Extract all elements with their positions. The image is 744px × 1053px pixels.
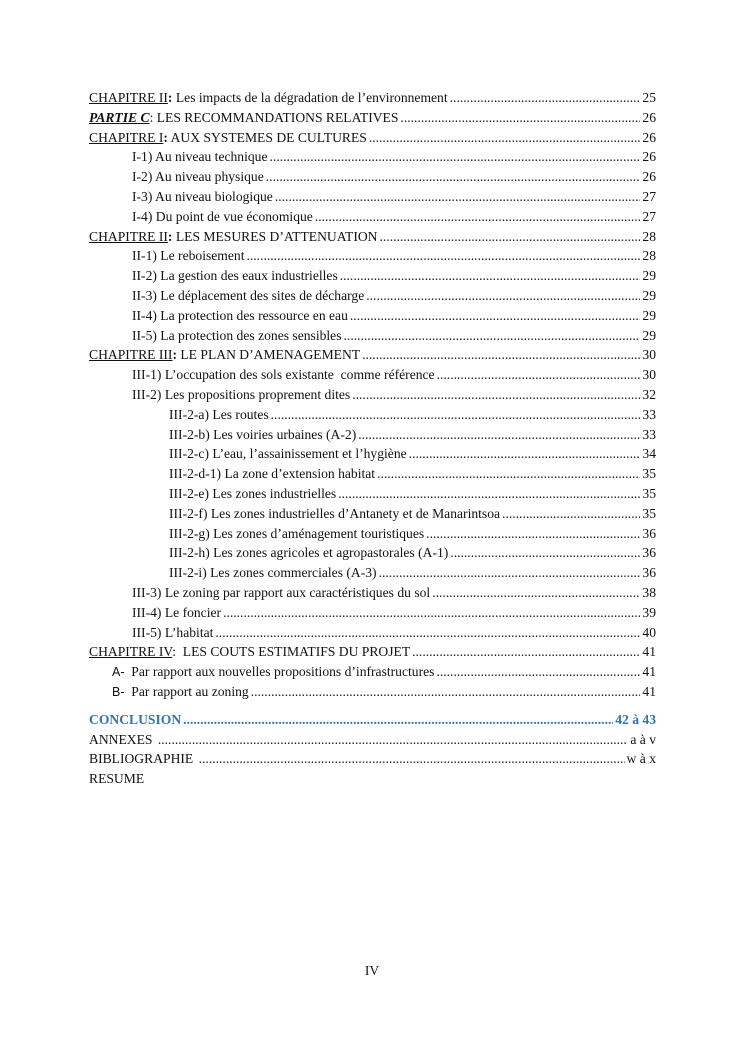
section-label: II-1) Le reboisement: [132, 248, 245, 264]
subsection-label: III-2-f) Les zones industrielles d’Antanety et de Manarintsoa: [169, 505, 501, 521]
dot-leader: [246, 246, 640, 266]
subsection-label: III-2-a) Les routes: [169, 406, 269, 422]
section-label: II-5) La protection des zones sensibles: [132, 327, 342, 343]
page-number: 33: [642, 426, 656, 442]
subsection-label: III-2-c) L’eau, l’assainissement et l’hygiène: [169, 446, 407, 462]
chapter-label: CHAPITRE II: Les impacts de la dégradation de l’environnement: [89, 90, 448, 105]
page-number: 40: [642, 624, 656, 640]
toc-entry-iii-1[interactable]: [89, 365, 656, 385]
dot-leader: [223, 603, 640, 623]
toc-entry-partie-c[interactable]: [89, 108, 656, 128]
toc-entry-ii-3[interactable]: [89, 286, 656, 306]
page-number: 27: [642, 188, 656, 204]
page-footer-number: IV: [364, 963, 380, 978]
part-label: PARTIE C: LES RECOMMANDATIONS RELATIVES: [89, 109, 399, 125]
toc-entry-b[interactable]: [89, 682, 656, 702]
dot-leader: [266, 167, 641, 187]
toc-entry-chapitre-ii-mesures[interactable]: [89, 227, 656, 247]
toc-entry-iii-2-f[interactable]: [89, 504, 656, 524]
page-number: 35: [642, 505, 656, 521]
subsection-label: III-2-b) Les voiries urbaines (A-2): [169, 426, 357, 442]
section-label: II-2) La gestion des eaux industrielles: [132, 268, 338, 284]
page-number: 34: [642, 446, 656, 462]
dot-leader: [183, 710, 613, 730]
toc-entry-i-4[interactable]: [89, 207, 656, 227]
section-label: I-2) Au niveau physique: [132, 169, 264, 185]
conclusion-label: CONCLUSION: [89, 711, 182, 727]
page-number: 26: [642, 149, 656, 165]
toc-entry-iii-2-d-1[interactable]: [89, 464, 656, 484]
page-number: 42 à 43: [615, 711, 656, 727]
list-marker: B-: [112, 684, 125, 699]
section-label: III-5) L’habitat: [132, 624, 214, 640]
toc-entry-ii-1[interactable]: [89, 246, 656, 266]
toc-entry-bibliographie[interactable]: [89, 749, 656, 769]
toc-entry-i-1[interactable]: [89, 147, 656, 167]
toc-entry-iii-4[interactable]: [89, 603, 656, 623]
toc-entry-a[interactable]: [89, 662, 656, 682]
chapter-label: CHAPITRE IV: LES COUTS ESTIMATIFS DU PROJET: [89, 644, 411, 660]
list-marker: A-: [112, 665, 125, 680]
dot-leader: [352, 385, 640, 405]
page-number: 30: [642, 367, 656, 383]
dot-leader: [409, 444, 641, 464]
toc-entry-conclusion[interactable]: [89, 710, 656, 730]
section-label: III-4) Le foncier: [132, 604, 222, 620]
dot-leader: [270, 147, 641, 167]
dot-leader: [275, 187, 641, 207]
section-label: III-1) L’occupation des sols existante comme référence: [132, 367, 435, 383]
page-number: 36: [642, 545, 656, 561]
page-number: 41: [642, 683, 656, 699]
toc-entry-iii-2-e[interactable]: [89, 484, 656, 504]
toc-entry-iii-3[interactable]: [89, 583, 656, 603]
dot-leader: [338, 484, 640, 504]
page-number: 36: [642, 525, 656, 541]
toc-entry-chapitre-ii-impacts[interactable]: [89, 88, 656, 108]
page-number: 35: [642, 466, 656, 482]
dot-leader: [502, 504, 640, 524]
toc-entry-annexes[interactable]: [89, 730, 656, 750]
toc-entry-chapitre-i[interactable]: [89, 128, 656, 148]
page-number: w à x: [626, 751, 656, 767]
toc-entry-iii-2-i[interactable]: [89, 563, 656, 583]
dot-leader: [215, 623, 640, 643]
dot-leader: [450, 543, 640, 563]
dot-leader: [426, 524, 640, 544]
dot-leader: [450, 88, 641, 108]
toc-entry-ii-2[interactable]: [89, 266, 656, 286]
toc-entry-iii-2-b[interactable]: [89, 425, 656, 445]
subsection-label: III-2-i) Les zones commerciales (A-3): [169, 565, 377, 581]
page-number: 29: [642, 327, 656, 343]
page-number: 38: [642, 584, 656, 600]
page-number: 41: [642, 664, 656, 680]
toc-entry-iii-2[interactable]: [89, 385, 656, 405]
dot-leader: [315, 207, 641, 227]
page-number: 35: [642, 485, 656, 501]
page-number: 36: [642, 565, 656, 581]
subsection-label: III-2-g) Les zones d’aménagement touristiques: [169, 525, 425, 541]
dot-leader: [412, 642, 640, 662]
page-number: 27: [642, 208, 656, 224]
section-label: I-3) Au niveau biologique: [132, 188, 273, 204]
subsection-label: III-2-h) Les zones agricoles et agropastorales (A-1): [169, 545, 449, 561]
page-number: 25: [642, 90, 656, 105]
page-number: 29: [642, 268, 656, 284]
page-number: 33: [642, 406, 656, 422]
dot-leader: [432, 583, 640, 603]
dot-leader: [369, 128, 641, 148]
toc-entry-resume[interactable]: [89, 769, 656, 789]
page-number: 26: [642, 109, 656, 125]
page-number: 28: [642, 228, 656, 244]
bibliographie-label: BIBLIOGRAPHIE: [89, 751, 197, 767]
chapter-label: CHAPITRE I: AUX SYSTEMES DE CULTURES: [89, 129, 367, 145]
dot-leader: [377, 464, 640, 484]
dot-leader: [366, 286, 640, 306]
toc-entry-chapitre-iv[interactable]: [89, 642, 656, 662]
section-label: III-2) Les propositions proprement dites: [132, 386, 351, 402]
toc-entry-iii-5[interactable]: [89, 623, 656, 643]
section-label: II-3) Le déplacement des sites de décharge: [132, 287, 365, 303]
page-number: 29: [642, 287, 656, 303]
page-number: 28: [642, 248, 656, 264]
table-of-contents: [89, 88, 656, 789]
toc-entry-ii-4[interactable]: [89, 306, 656, 326]
page-number: 29: [642, 307, 656, 323]
subsection-label: III-2-d-1) La zone d’extension habitat: [169, 466, 376, 482]
dot-leader: [251, 682, 641, 702]
chapter-label: CHAPITRE II: LES MESURES D’ATTENUATION: [89, 228, 378, 244]
annexes-label: ANNEXES: [89, 731, 156, 747]
page-number: 26: [642, 169, 656, 185]
toc-entry-chapitre-iii[interactable]: [89, 345, 656, 365]
section-label: II-4) La protection des ressource en eau: [132, 307, 348, 323]
toc-entry-iii-2-g[interactable]: [89, 524, 656, 544]
toc-entry-iii-2-h[interactable]: [89, 543, 656, 563]
page-number: 41: [642, 644, 656, 660]
resume-label: RESUME: [89, 771, 145, 787]
dot-leader: [350, 306, 641, 326]
page-number: 30: [642, 347, 656, 363]
dot-leader: [158, 730, 628, 750]
toc-entry-iii-2-a[interactable]: [89, 405, 656, 425]
toc-entry-iii-2-c[interactable]: [89, 444, 656, 464]
page-number: 32: [642, 386, 656, 402]
toc-entry-i-2[interactable]: [89, 167, 656, 187]
dot-leader: [400, 108, 640, 128]
list-item-label: B- Par rapport au zoning: [112, 683, 249, 699]
toc-entry-ii-5[interactable]: [89, 326, 656, 346]
dot-leader: [380, 227, 641, 247]
page-number: a à v: [630, 731, 656, 747]
toc-entry-i-3[interactable]: [89, 187, 656, 207]
section-label: III-3) Le zoning par rapport aux caractéristiques du sol: [132, 584, 431, 600]
dot-leader: [340, 266, 641, 286]
dot-leader: [379, 563, 641, 583]
dot-leader: [271, 405, 641, 425]
dot-leader: [437, 365, 641, 385]
dot-leader: [199, 749, 625, 769]
section-label: I-4) Du point de vue économique: [132, 208, 313, 224]
subsection-label: III-2-e) Les zones industrielles: [169, 485, 337, 501]
chapter-label: CHAPITRE III: LE PLAN D’AMENAGEMENT: [89, 347, 361, 363]
page-number: 39: [642, 604, 656, 620]
section-label: I-1) Au niveau technique: [132, 149, 268, 165]
dot-leader: [362, 345, 640, 365]
page-number: 26: [642, 129, 656, 145]
dot-leader: [358, 425, 640, 445]
dot-leader: [344, 326, 641, 346]
dot-leader: [436, 662, 640, 682]
list-item-label: A- Par rapport aux nouvelles propositions d’infrastructures: [112, 664, 435, 680]
